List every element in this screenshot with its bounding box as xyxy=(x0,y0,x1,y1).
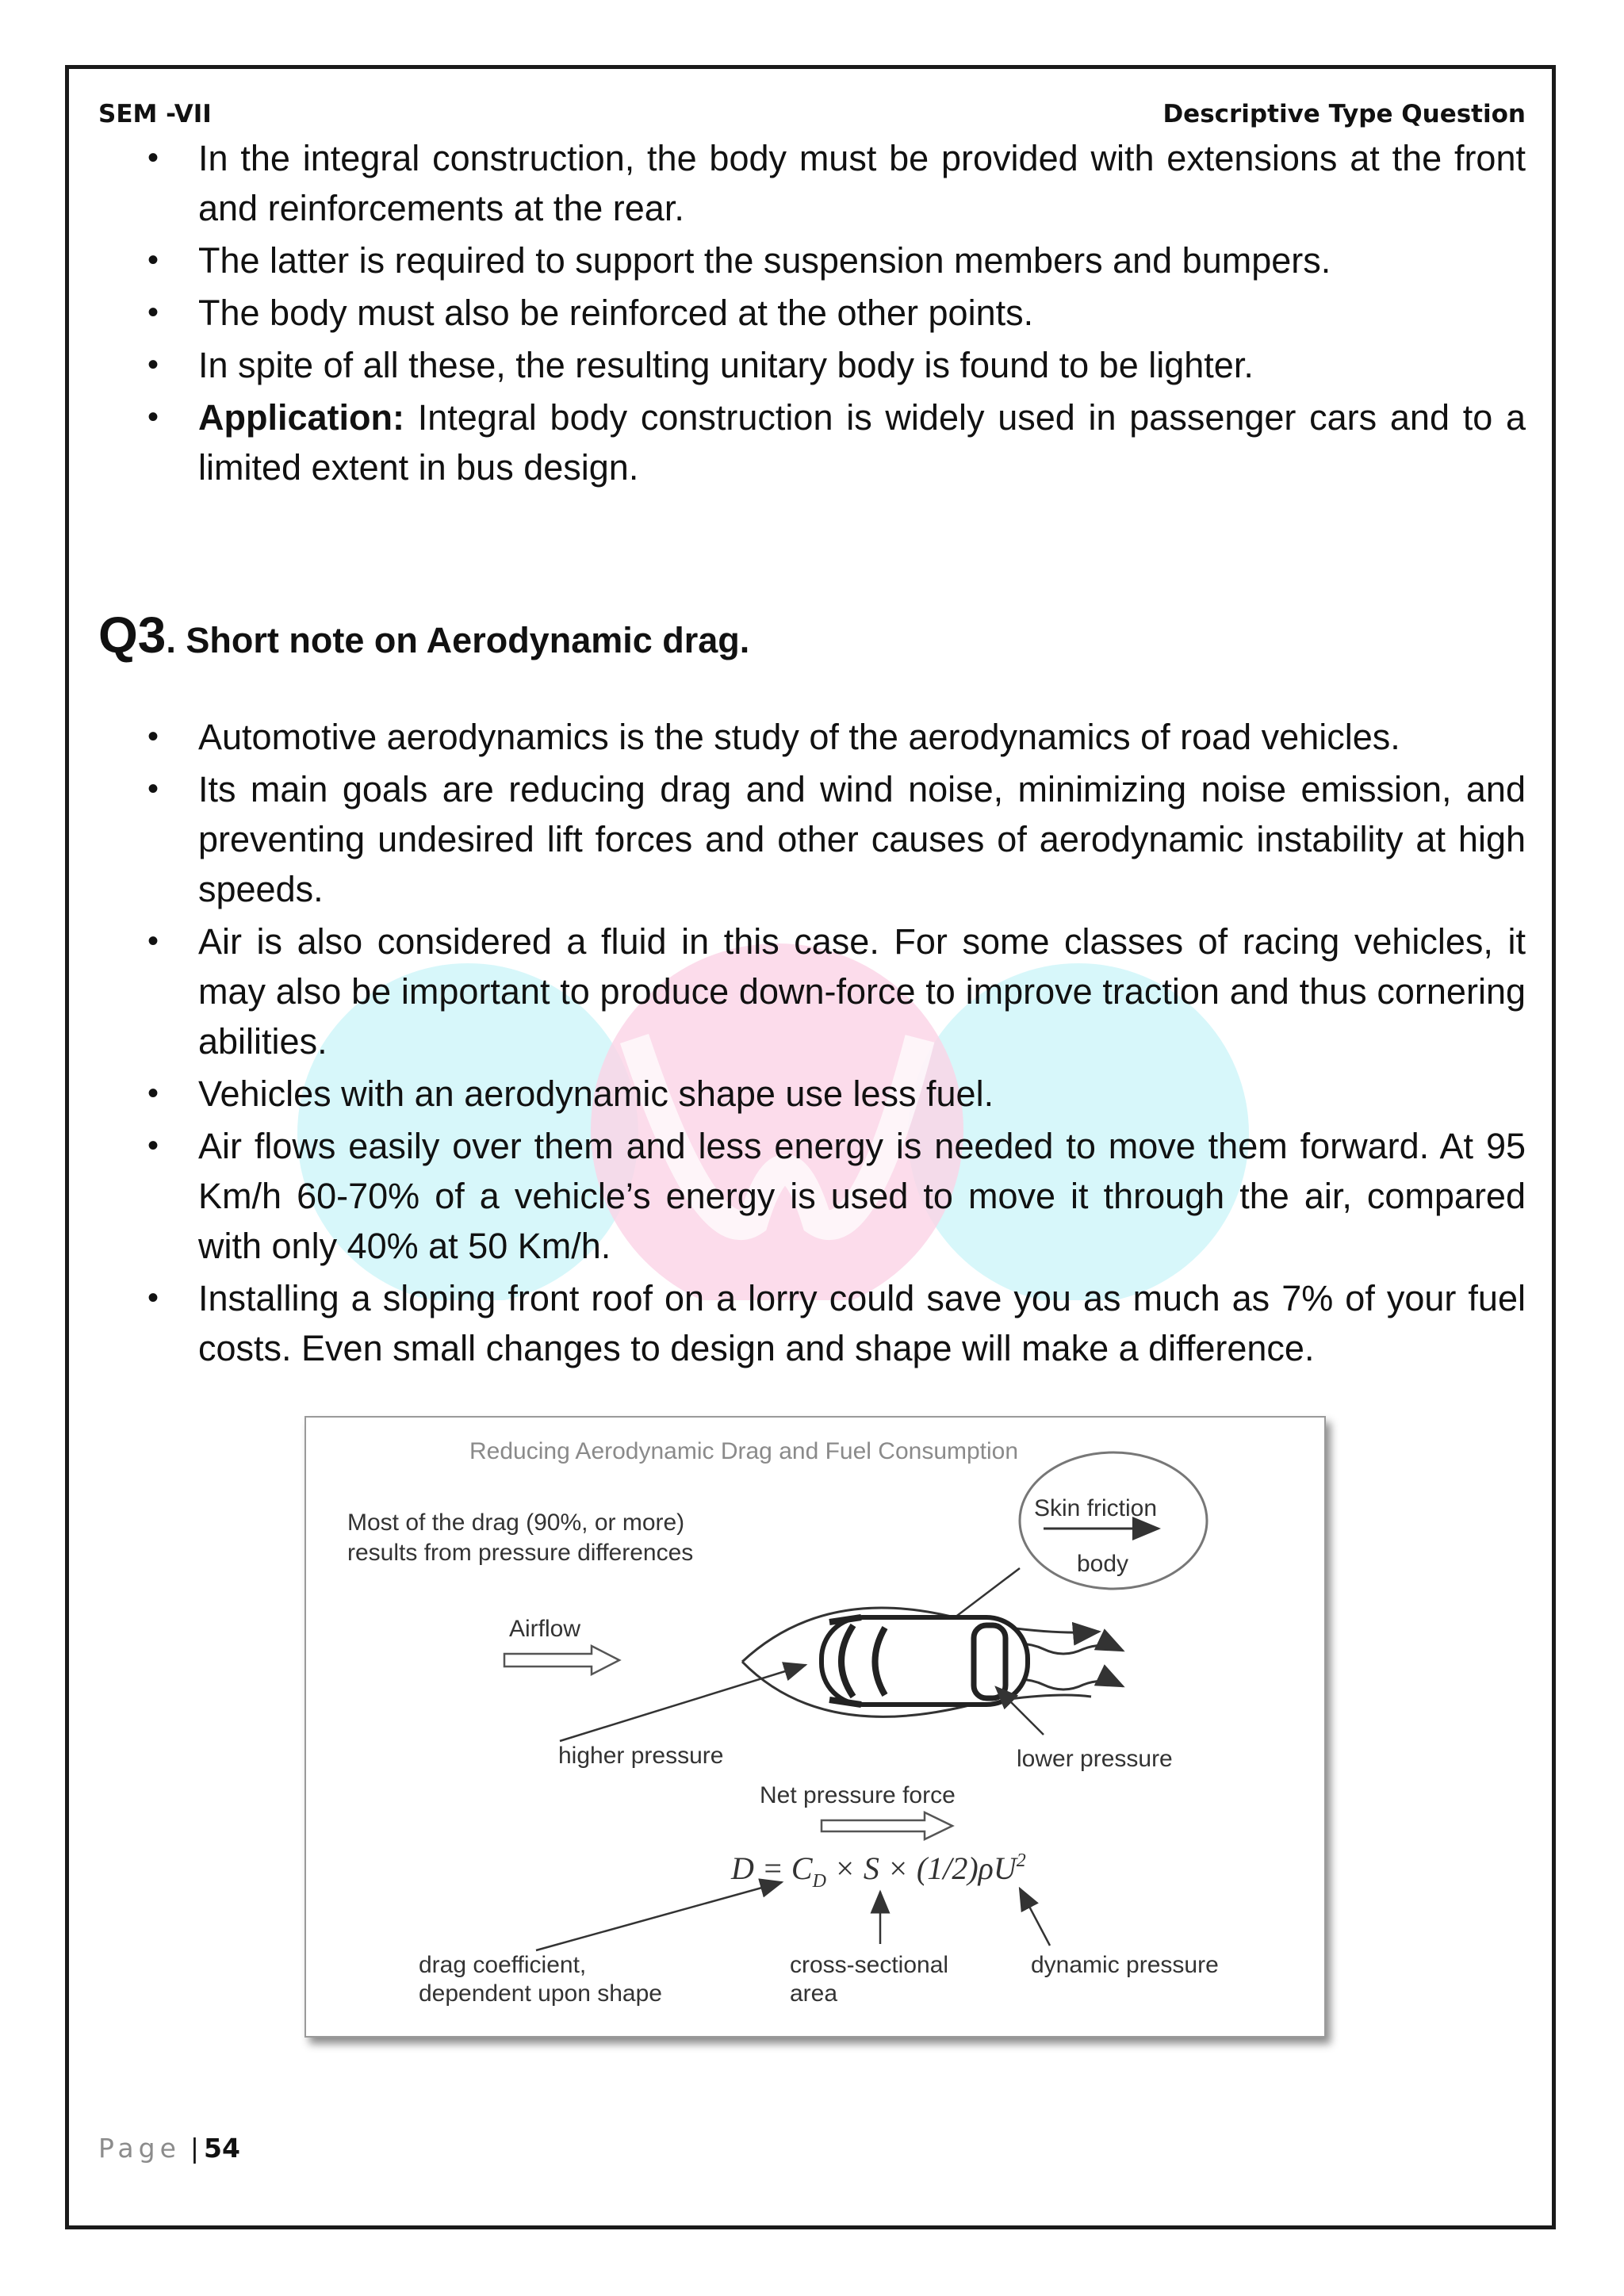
net-pressure-arrow-icon xyxy=(822,1812,952,1839)
net-pressure-label: Net pressure force xyxy=(760,1782,956,1808)
page-footer xyxy=(98,2133,240,2164)
list-item: • In spite of all these, the resulting unitary body is found to be lighter. xyxy=(98,340,1526,390)
body-label: body xyxy=(1077,1551,1129,1577)
airflow-label: Airflow xyxy=(509,1616,581,1642)
drag-coefficient-line1: drag coefficient, xyxy=(419,1952,587,1978)
car-icon xyxy=(822,1617,1028,1705)
page-number: 54 xyxy=(204,2133,240,2164)
page-label: Page xyxy=(98,2133,181,2164)
aerodynamic-drag-list xyxy=(98,712,1526,1376)
list-item: • Its main goals are reducing drag and wind noise, minimizing noise emission, and preventing undesired lift forces and other causes of aerodynamic instability at high speeds. xyxy=(98,764,1526,914)
header-semester: SEM -VII xyxy=(98,100,212,128)
list-item: • Air flows easily over them and less energy is needed to move them forward. At 95 Km/h 60-70% of a vehicle’s energy is used to move it through the air, compared with only 40% at 50 Km/h. xyxy=(98,1121,1526,1271)
drag-note-line1: Most of the drag (90%, or more) xyxy=(347,1510,685,1536)
list-item: • Installing a sloping front roof on a lorry could save you as much as 7% of your fuel costs. Even small changes to design and shape will make a difference. xyxy=(98,1273,1526,1373)
dynamic-pressure-label: dynamic pressure xyxy=(1031,1952,1219,1978)
list-item-application xyxy=(98,392,1526,492)
cross-sectional-line1: cross-sectional xyxy=(790,1952,949,1978)
footer-separator: | xyxy=(190,2133,200,2164)
aerodynamic-drag-figure xyxy=(304,1416,1326,2038)
list-item: • Automotive aerodynamics is the study of the aerodynamics of road vehicles. xyxy=(98,712,1526,762)
application-label: Application: xyxy=(198,397,404,438)
list-item: • The latter is required to support the suspension members and bumpers. xyxy=(98,235,1526,285)
integral-construction-list xyxy=(98,133,1526,495)
drag-coefficient-line2: dependent upon shape xyxy=(419,1980,662,2007)
airflow-arrow-icon xyxy=(504,1646,619,1674)
drag-formula: $D = C_D \times S \times (1/2)\rho U^2$ xyxy=(731,1850,1026,1892)
skin-friction-label: Skin friction xyxy=(1034,1495,1158,1521)
list-item: • Vehicles with an aerodynamic shape use less fuel. xyxy=(98,1069,1526,1119)
higher-pressure-label: higher pressure xyxy=(558,1743,724,1769)
question-number: Q3 xyxy=(98,607,167,664)
lower-pressure-label: lower pressure xyxy=(1017,1746,1173,1772)
figure-drawing xyxy=(306,1418,1324,2036)
drag-note-line2: results from pressure differences xyxy=(347,1540,694,1566)
figure-title: Reducing Aerodynamic Drag and Fuel Consumption xyxy=(469,1438,1019,1464)
header-question-type: Descriptive Type Question xyxy=(1162,100,1526,128)
cross-sectional-line2: area xyxy=(790,1980,838,2007)
application-text: Integral body construction is widely used in passenger cars and to a limited extent in bus design. xyxy=(198,397,1526,488)
list-item: • The body must also be reinforced at the other points. xyxy=(98,288,1526,338)
list-item: • Air is also considered a fluid in this case. For some classes of racing vehicles, it may also be important to produce down-force to improve traction and thus cornering abilities. xyxy=(98,916,1526,1066)
question-heading xyxy=(98,606,749,664)
question-title: . Short note on Aerodynamic drag. xyxy=(166,620,750,660)
list-item: • In the integral construction, the body must be provided with extensions at the front and reinforcements at the rear. xyxy=(98,133,1526,233)
